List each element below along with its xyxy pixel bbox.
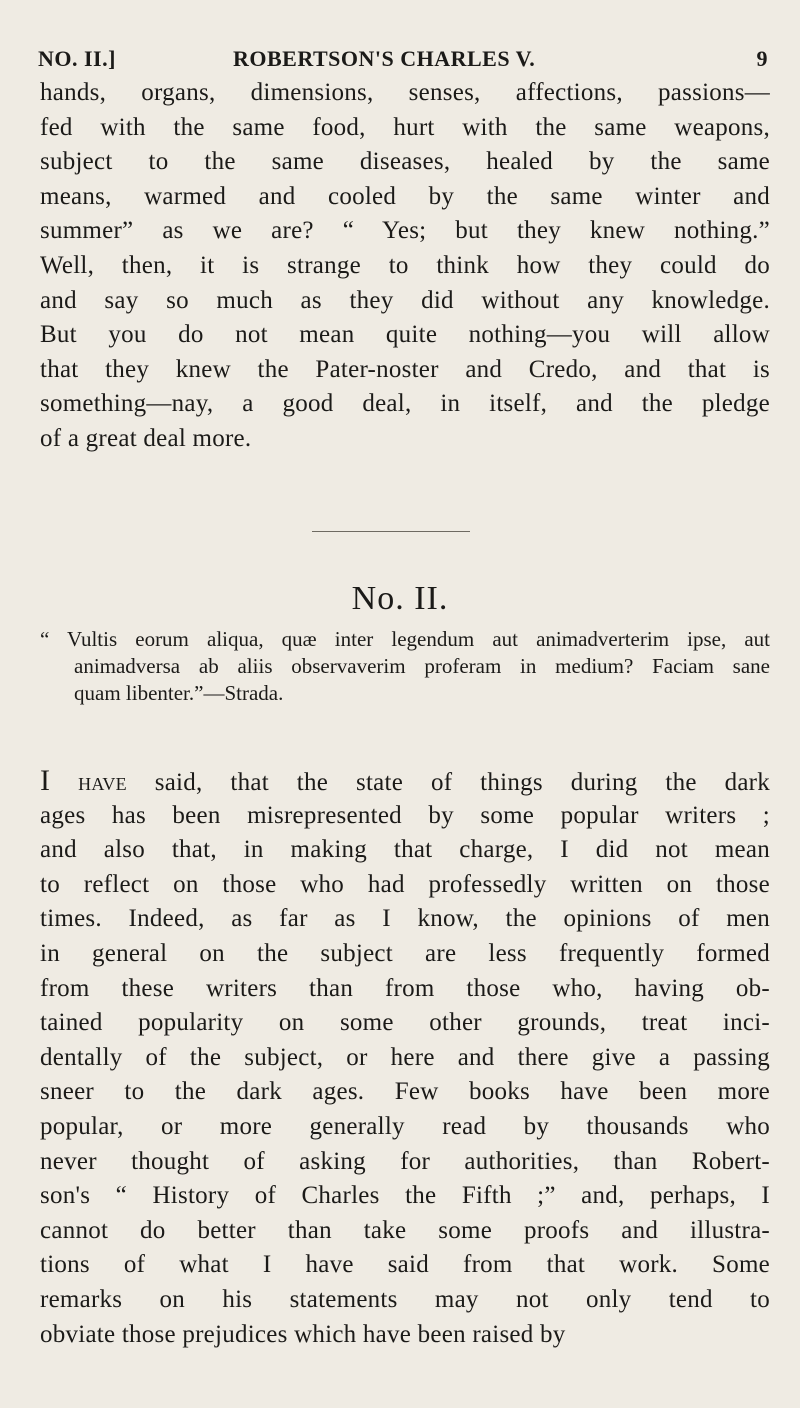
page-number: 9 (756, 46, 768, 71)
paragraph-2 (40, 764, 770, 1352)
text-line: ages has been misrepresented by some popular writers ; (40, 801, 770, 829)
text-line: times. Indeed, as far as I know, the opinions of men (40, 905, 770, 933)
running-head (38, 46, 768, 78)
text-line: dentally of the subject, or here and there give a passing (40, 1043, 770, 1071)
text-line: in general on the subject are less frequently formed (40, 939, 770, 967)
text-line: son's “ History of Charles the Fifth ;” and, perhaps, I (40, 1182, 770, 1210)
text-line: Well, then, it is strange to think how they could do (40, 251, 770, 279)
text-line: tions of what I have said from that work. Some (40, 1251, 770, 1279)
text-line: tained popularity on some other grounds, treat inci- (40, 1009, 770, 1037)
text-line: that they knew the Pater-noster and Credo, and that is (40, 355, 770, 383)
text-line: and say so much as they did without any knowledge. (40, 286, 770, 314)
text-line: But you do not mean quite nothing—you will allow (40, 321, 770, 349)
paragraph-1 (40, 76, 770, 457)
text-line: to reflect on those who had professedly written on those (40, 870, 770, 898)
epigraph-line: “ Vultis eorum aliqua, quæ inter legendum aut animadverterim ipse, aut (40, 627, 770, 651)
running-head-title: ROBERTSON'S CHARLES V. (233, 46, 536, 71)
text-line: hands, organs, dimensions, senses, affections, passions— (40, 79, 770, 106)
text-run: said, that the state of things during the dark (126, 769, 771, 796)
text-line: obviate those prejudices which have been raised by (40, 1320, 566, 1348)
text-line: cannot do better than take some proofs and illustra- (40, 1216, 770, 1244)
text-line: summer” as we are? “ Yes; but they knew nothing.” (40, 217, 770, 245)
epigraph-line: quam libenter.”—Strada. (74, 681, 284, 705)
text-line-first (40, 764, 770, 799)
drop-cap: I (40, 764, 51, 797)
text-line: remarks on his statements may not only tend to (40, 1285, 770, 1313)
text-line: of a great deal more. (40, 424, 252, 452)
text-line: means, warmed and cooled by the same winter and (40, 182, 770, 210)
small-caps-word: have (78, 769, 127, 796)
text-line: and also that, in making that charge, I did not mean (40, 836, 770, 864)
epigraph (40, 626, 770, 707)
section-divider (312, 531, 470, 532)
text-line: never thought of asking for authorities, than Robert- (40, 1147, 770, 1175)
text-line: something—nay, a good deal, in itself, and the pledge (40, 390, 770, 418)
epigraph-line: animadversa ab aliis observaverim proferam in medium? Faciam sane (74, 654, 770, 678)
section-title: No. II. (351, 580, 449, 617)
text-line: subject to the same diseases, healed by the same (40, 148, 770, 176)
text-line: from these writers than from those who, having ob- (40, 974, 770, 1002)
text-line: fed with the same food, hurt with the same weapons, (40, 113, 770, 141)
text-line: sneer to the dark ages. Few books have been more (40, 1078, 770, 1106)
text-line: popular, or more generally read by thousands who (40, 1112, 770, 1140)
running-head-section: NO. II.] (38, 46, 116, 71)
